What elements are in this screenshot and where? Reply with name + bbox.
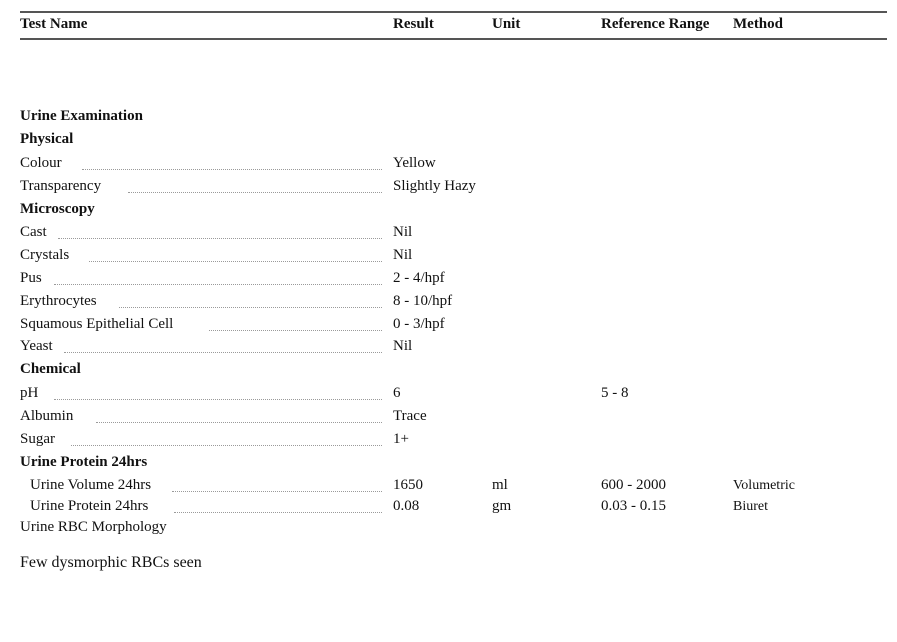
table-row [20, 316, 887, 338]
table-row [20, 155, 887, 177]
leader-dots [209, 330, 382, 331]
section-urine-examination: Urine Examination [20, 108, 143, 124]
test-result: Nil [393, 224, 413, 240]
test-result: Trace [393, 408, 427, 424]
test-name: Albumin [20, 408, 74, 424]
test-method: Volumetric [733, 478, 795, 493]
header-unit: Unit [492, 16, 521, 32]
header-method: Method [733, 16, 783, 32]
test-result: 2 - 4/hpf [393, 270, 445, 286]
section-urine-protein-24hrs: Urine Protein 24hrs [20, 454, 148, 470]
leader-dots [174, 512, 382, 513]
test-reference-range: 5 - 8 [601, 385, 629, 401]
test-result: Nil [393, 247, 413, 263]
test-name: Urine Protein 24hrs [30, 498, 149, 514]
leader-dots [54, 284, 382, 285]
test-unit: ml [492, 477, 508, 493]
test-name: Urine Volume 24hrs [30, 477, 152, 493]
leader-dots [82, 169, 382, 170]
table-row [20, 338, 887, 360]
test-result: Slightly Hazy [393, 178, 476, 194]
test-result: 8 - 10/hpf [393, 293, 453, 309]
test-reference-range: 0.03 - 0.15 [601, 498, 666, 514]
test-result: Nil [393, 338, 413, 354]
test-unit: gm [492, 498, 512, 514]
header-result: Result [393, 16, 434, 32]
test-result: 6 [393, 385, 401, 401]
table-row [20, 498, 887, 520]
table-row [20, 247, 887, 269]
header-reference-range: Reference Range [601, 16, 710, 32]
table-row [20, 477, 887, 499]
leader-dots [172, 491, 382, 492]
subsection-physical: Physical [20, 131, 74, 147]
rbc-morphology-note: Few dysmorphic RBCs seen [20, 554, 202, 571]
test-method: Biuret [733, 499, 768, 514]
table-row [20, 293, 887, 315]
table-row [20, 385, 887, 407]
table-row [20, 178, 887, 200]
test-name: Yeast [20, 338, 53, 354]
test-name: Transparency [20, 178, 102, 194]
rbc-morphology-label: Urine RBC Morphology [20, 519, 167, 535]
leader-dots [58, 238, 382, 239]
leader-dots [71, 445, 382, 446]
table-row [20, 431, 887, 453]
test-name: pH [20, 385, 39, 401]
test-result: 0.08 [393, 498, 420, 514]
leader-dots [128, 192, 382, 193]
leader-dots [89, 261, 382, 262]
leader-dots [64, 352, 382, 353]
subsection-chemical: Chemical [20, 361, 81, 377]
header-test-name: Test Name [20, 16, 88, 32]
subsection-microscopy: Microscopy [20, 201, 95, 217]
test-result: 0 - 3/hpf [393, 316, 445, 332]
test-result: 1650 [393, 477, 423, 493]
table-row [20, 270, 887, 292]
test-name: Squamous Epithelial Cell [20, 316, 174, 332]
test-reference-range: 600 - 2000 [601, 477, 666, 493]
table-row [20, 408, 887, 430]
leader-dots [119, 307, 382, 308]
table-header [20, 11, 887, 40]
test-name: Crystals [20, 247, 70, 263]
test-result: Yellow [393, 155, 436, 171]
test-name: Cast [20, 224, 47, 240]
test-name: Sugar [20, 431, 55, 447]
test-name: Erythrocytes [20, 293, 97, 309]
leader-dots [96, 422, 382, 423]
table-row [20, 224, 887, 246]
test-name: Colour [20, 155, 62, 171]
test-result: 1+ [393, 431, 409, 447]
leader-dots [54, 399, 382, 400]
test-name: Pus [20, 270, 42, 286]
